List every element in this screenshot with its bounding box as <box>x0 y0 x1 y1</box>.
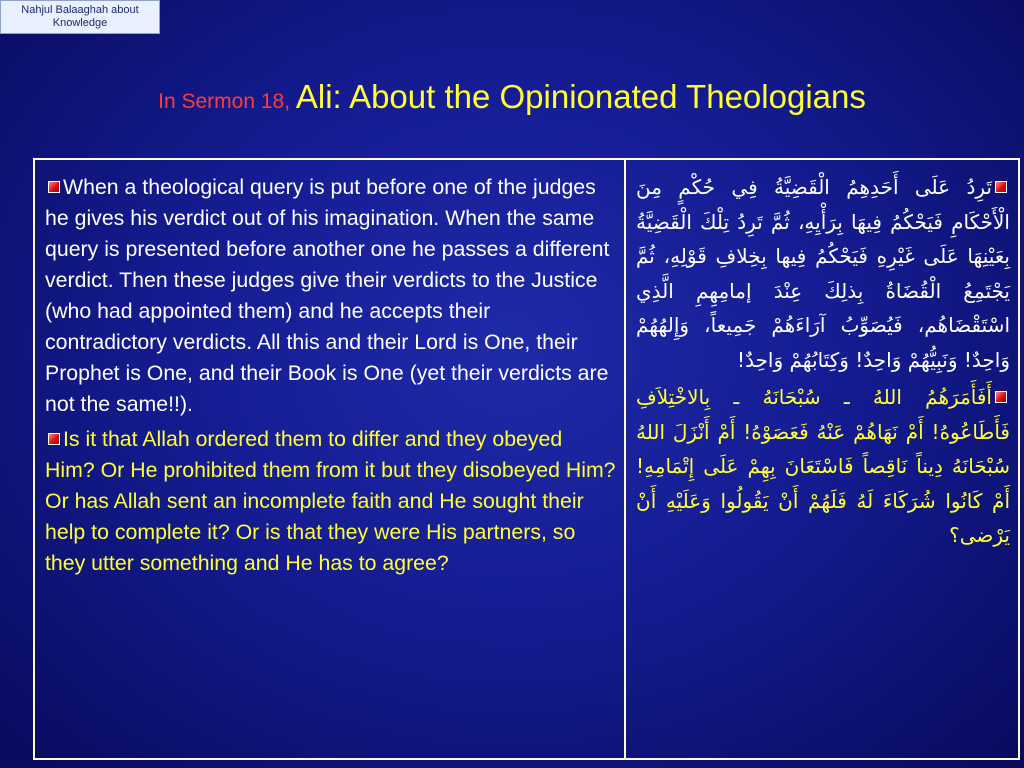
arabic-paragraph-1 <box>636 170 1010 377</box>
english-paragraph-2 <box>45 424 616 579</box>
english-text-1: When a theological query is put before one of the judges he gives his verdict out of his imagination. When the same query is presented before another one he passes a different verdict. Then these judges give their verdicts to the Justice (who had appointed them) and he accepts their contradictory verdicts. All this and their Lord is One, their Prophet is One, and their Book is One (yet their verdicts are not the same!!). <box>45 175 610 416</box>
arabic-paragraph-2 <box>636 380 1010 553</box>
english-paragraph-1 <box>45 172 616 420</box>
corner-label: Nahjul Balaaghah about Knowledge <box>0 0 160 34</box>
red-square-bullet-icon <box>995 181 1007 193</box>
title-prefix: In Sermon 18, <box>158 90 296 113</box>
red-square-bullet-icon <box>48 181 60 193</box>
english-column <box>35 160 626 758</box>
english-text-2: Is it that Allah ordered them to differ and they obeyed Him? Or He prohibited them from it but they disobeyed Him? Or has Allah sent an incomplete faith and He sought their help to complete it? Or is that they were His partners, so they utter something and He has to agree? <box>45 427 616 575</box>
content-table <box>33 158 1020 760</box>
arabic-column <box>626 160 1018 758</box>
arabic-text-2: أَفَأَمَرَهُمُ اللهُ ـ سُبْحَانَهُ ـ بِالاخْتِلاَفِ فَأَطَاعُوهُ! أَمْ نَهَاهُمْ عَنْهُ فَعَصَوْهُ! أَمْ أَنْزَلَ اللهُ سُبْحَانَهُ دِيناً نَاقِصاً فَاسْتَعَانَ بِهِمْ عَلَى إِتْمَامِهِ! أَمْ كَانُوا شُرَكَاءَ لَهُ فَلَهُمْ أَنْ يَقُولُوا وَعَلَيْهِ أَنْ يَرْضى؟ <box>636 385 1010 547</box>
red-square-bullet-icon <box>995 391 1007 403</box>
title-main: Ali: About the Opinionated Theologians <box>295 78 866 115</box>
red-square-bullet-icon <box>48 433 60 445</box>
slide-title <box>0 78 1024 116</box>
arabic-text-1: تَرِدُ عَلَى أَحَدِهِمُ الْقَضِيَّةُ فِي حُكْمٍ مِنَ الْأَحْكَامِ فَيَحْكُمُ فِيهَا بِرَأْيِهِ، ثُمَّ تَرِدُ تِلْكَ الْقَضِيَّةُ بِعَيْنِهَا عَلَى غَيْرِهِ فَيَحْكُمُ فِيها بِخِلافِ قَوْلِهِ، ثُمَّ يَجْتَمِعُ الْقُضَاةُ بِذلِكَ عِنْدَ إمامِهِمِ الَّذِي اسْتَقْضَاهُم، فَيُصَوِّبُ آرَاءَهُمْ جَمِيعاً، وَإِلهُهُمْ وَاحِدٌ! وَنَبِيُّهُمْ وَاحِدٌ! وَكِتَابُهُمْ وَاحِدٌ! <box>636 175 1010 372</box>
